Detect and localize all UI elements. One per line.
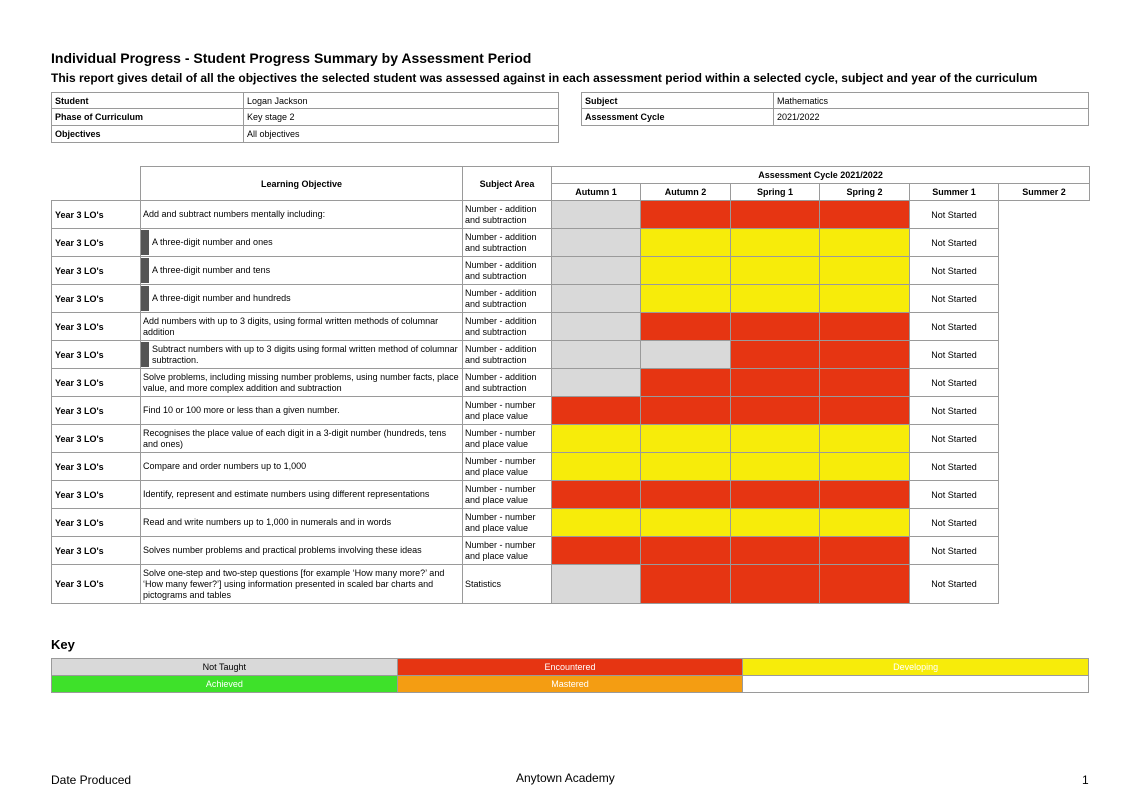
key-empty bbox=[743, 676, 1089, 693]
row-subject-area: Statistics bbox=[463, 565, 552, 604]
progress-table bbox=[51, 166, 1090, 604]
row-year: Year 3 LO's bbox=[52, 397, 141, 425]
table-row bbox=[52, 285, 1090, 313]
row-objective bbox=[141, 397, 463, 425]
table-row bbox=[52, 453, 1090, 481]
status-cell bbox=[641, 201, 731, 229]
status-cell bbox=[820, 201, 910, 229]
status-cell bbox=[641, 425, 731, 453]
summer2-cell bbox=[999, 257, 1090, 285]
row-objective bbox=[141, 509, 463, 537]
objective-text: Subtract numbers with up to 3 digits using formal written method of columnar subtraction. bbox=[152, 343, 458, 365]
summer1-status: Not Started bbox=[910, 257, 999, 285]
info-row-cycle bbox=[581, 109, 1089, 126]
status-cell bbox=[820, 537, 910, 565]
progress-table-body bbox=[52, 201, 1090, 604]
summer2-cell bbox=[999, 285, 1090, 313]
objective-text: Solve one-step and two-step questions [for example ‘How many more?’ and ‘How many fewer?’] using information presented in scaled bar charts and pictograms and tables bbox=[143, 567, 445, 600]
summer1-status: Not Started bbox=[910, 425, 999, 453]
student-info-table bbox=[51, 92, 559, 143]
row-objective bbox=[141, 229, 463, 257]
summer2-cell bbox=[999, 397, 1090, 425]
key-table bbox=[51, 658, 1089, 693]
summer1-status: Not Started bbox=[910, 369, 999, 397]
row-year: Year 3 LO's bbox=[52, 313, 141, 341]
table-row bbox=[52, 201, 1090, 229]
row-year: Year 3 LO's bbox=[52, 509, 141, 537]
status-cell bbox=[731, 509, 820, 537]
summer1-status: Not Started bbox=[910, 481, 999, 509]
objective-text: Solve problems, including missing number problems, using number facts, place value, and more complex addition and subtraction bbox=[143, 371, 459, 393]
table-row bbox=[52, 537, 1090, 565]
summer2-cell bbox=[999, 509, 1090, 537]
status-cell bbox=[552, 453, 641, 481]
row-year: Year 3 LO's bbox=[52, 285, 141, 313]
row-subject-area: Number - number and place value bbox=[463, 425, 552, 453]
summer2-cell bbox=[999, 481, 1090, 509]
info-label: Subject bbox=[581, 92, 774, 109]
summer2-cell bbox=[999, 201, 1090, 229]
row-subject-area: Number - number and place value bbox=[463, 509, 552, 537]
info-label: Student bbox=[51, 92, 244, 109]
status-cell bbox=[641, 285, 731, 313]
status-cell bbox=[731, 425, 820, 453]
report-title: Individual Progress - Student Progress Summary by Assessment Period bbox=[51, 50, 532, 66]
table-row bbox=[52, 509, 1090, 537]
status-cell bbox=[731, 257, 820, 285]
summer1-status: Not Started bbox=[910, 509, 999, 537]
row-year: Year 3 LO's bbox=[52, 229, 141, 257]
status-cell bbox=[820, 341, 910, 369]
row-subject-area: Number - addition and subtraction bbox=[463, 369, 552, 397]
row-subject-area: Number - addition and subtraction bbox=[463, 229, 552, 257]
status-cell bbox=[552, 257, 641, 285]
objective-text: Recognises the place value of each digit in a 3-digit number (hundreds, tens and ones) bbox=[143, 427, 447, 449]
header-period: Autumn 1 bbox=[552, 184, 641, 201]
row-objective bbox=[141, 285, 463, 313]
summer2-cell bbox=[999, 537, 1090, 565]
row-subject-area: Number - number and place value bbox=[463, 397, 552, 425]
header-period: Autumn 2 bbox=[641, 184, 731, 201]
status-cell bbox=[820, 481, 910, 509]
status-cell bbox=[552, 537, 641, 565]
info-value: 2021/2022 bbox=[774, 109, 1089, 126]
status-cell bbox=[552, 369, 641, 397]
objective-text: Solves number problems and practical problems involving these ideas bbox=[143, 545, 422, 555]
status-cell bbox=[552, 397, 641, 425]
info-label: Assessment Cycle bbox=[581, 109, 774, 126]
status-cell bbox=[641, 341, 731, 369]
status-cell bbox=[731, 453, 820, 481]
header-learning-objective: Learning Objective bbox=[141, 167, 463, 201]
summer2-cell bbox=[999, 425, 1090, 453]
summer2-cell bbox=[999, 369, 1090, 397]
status-cell bbox=[731, 229, 820, 257]
table-row bbox=[52, 229, 1090, 257]
summer2-cell bbox=[999, 341, 1090, 369]
summer2-cell bbox=[999, 565, 1090, 604]
info-row-subject bbox=[581, 92, 1089, 109]
objective-text: Identify, represent and estimate numbers using different representations bbox=[143, 489, 430, 499]
footer-school-name: Anytown Academy bbox=[516, 771, 615, 785]
row-year: Year 3 LO's bbox=[52, 369, 141, 397]
summer1-status: Not Started bbox=[910, 397, 999, 425]
row-subject-area: Number - addition and subtraction bbox=[463, 257, 552, 285]
row-year: Year 3 LO's bbox=[52, 453, 141, 481]
key-developing: Developing bbox=[743, 659, 1089, 676]
status-cell bbox=[731, 369, 820, 397]
row-year: Year 3 LO's bbox=[52, 341, 141, 369]
summer2-cell bbox=[999, 453, 1090, 481]
row-objective bbox=[141, 425, 463, 453]
status-cell bbox=[820, 453, 910, 481]
status-cell bbox=[641, 369, 731, 397]
status-cell bbox=[820, 257, 910, 285]
header-assessment-cycle: Assessment Cycle 2021/2022 bbox=[552, 167, 1090, 184]
row-year: Year 3 LO's bbox=[52, 481, 141, 509]
status-cell bbox=[552, 201, 641, 229]
row-objective bbox=[141, 537, 463, 565]
table-row bbox=[52, 397, 1090, 425]
row-year: Year 3 LO's bbox=[52, 201, 141, 229]
status-cell bbox=[820, 313, 910, 341]
row-subject-area: Number - addition and subtraction bbox=[463, 201, 552, 229]
row-objective bbox=[141, 313, 463, 341]
summer1-status: Not Started bbox=[910, 341, 999, 369]
header-period: Summer 1 bbox=[910, 184, 999, 201]
status-cell bbox=[731, 397, 820, 425]
row-objective bbox=[141, 257, 463, 285]
row-objective bbox=[141, 565, 463, 604]
summer1-status: Not Started bbox=[910, 453, 999, 481]
header-period: Spring 2 bbox=[820, 184, 910, 201]
key-encountered: Encountered bbox=[397, 659, 743, 676]
row-subject-area: Number - addition and subtraction bbox=[463, 285, 552, 313]
info-row-phase bbox=[51, 109, 559, 126]
status-cell bbox=[641, 537, 731, 565]
objective-text: Find 10 or 100 more or less than a given number. bbox=[143, 405, 340, 415]
table-header-row bbox=[52, 167, 1090, 184]
status-cell bbox=[731, 565, 820, 604]
row-subject-area: Number - number and place value bbox=[463, 481, 552, 509]
row-year: Year 3 LO's bbox=[52, 425, 141, 453]
summer2-cell bbox=[999, 313, 1090, 341]
status-cell bbox=[552, 229, 641, 257]
indent-marker bbox=[141, 230, 149, 255]
status-cell bbox=[820, 509, 910, 537]
row-subject-area: Number - addition and subtraction bbox=[463, 341, 552, 369]
summer1-status: Not Started bbox=[910, 285, 999, 313]
table-row bbox=[52, 425, 1090, 453]
status-cell bbox=[552, 425, 641, 453]
objective-text: Read and write numbers up to 1,000 in numerals and in words bbox=[143, 517, 392, 527]
table-row bbox=[52, 565, 1090, 604]
info-value: Logan Jackson bbox=[244, 92, 559, 109]
summer1-status: Not Started bbox=[910, 313, 999, 341]
summer1-status: Not Started bbox=[910, 565, 999, 604]
objective-text: Compare and order numbers up to 1,000 bbox=[143, 461, 307, 471]
table-row bbox=[52, 313, 1090, 341]
info-label: Phase of Curriculum bbox=[51, 109, 244, 126]
key-achieved: Achieved bbox=[52, 676, 398, 693]
info-label: Objectives bbox=[51, 126, 244, 143]
row-objective bbox=[141, 481, 463, 509]
header-period: Spring 1 bbox=[731, 184, 820, 201]
summer1-status: Not Started bbox=[910, 201, 999, 229]
status-cell bbox=[820, 425, 910, 453]
table-row bbox=[52, 257, 1090, 285]
row-year: Year 3 LO's bbox=[52, 565, 141, 604]
indent-marker bbox=[141, 286, 149, 311]
status-cell bbox=[731, 341, 820, 369]
row-year: Year 3 LO's bbox=[52, 537, 141, 565]
indent-marker bbox=[141, 342, 149, 367]
indent-marker bbox=[141, 258, 149, 283]
info-row-objectives bbox=[51, 126, 559, 143]
objective-text: A three-digit number and tens bbox=[152, 265, 271, 275]
key-row bbox=[52, 659, 1089, 676]
table-row bbox=[52, 481, 1090, 509]
status-cell bbox=[552, 481, 641, 509]
status-cell bbox=[641, 509, 731, 537]
status-cell bbox=[552, 341, 641, 369]
status-cell bbox=[731, 201, 820, 229]
status-cell bbox=[731, 481, 820, 509]
status-cell bbox=[641, 453, 731, 481]
status-cell bbox=[552, 565, 641, 604]
row-objective bbox=[141, 453, 463, 481]
status-cell bbox=[641, 229, 731, 257]
key-row bbox=[52, 676, 1089, 693]
key-title: Key bbox=[51, 637, 75, 652]
header-subject-area: Subject Area bbox=[463, 167, 552, 201]
status-cell bbox=[820, 285, 910, 313]
status-cell bbox=[641, 565, 731, 604]
footer-page-number: 1 bbox=[1082, 773, 1089, 787]
info-value: All objectives bbox=[244, 126, 559, 143]
table-row bbox=[52, 369, 1090, 397]
info-value: Key stage 2 bbox=[244, 109, 559, 126]
status-cell bbox=[731, 537, 820, 565]
key-mastered: Mastered bbox=[397, 676, 743, 693]
status-cell bbox=[820, 229, 910, 257]
summer1-status: Not Started bbox=[910, 537, 999, 565]
row-subject-area: Number - addition and subtraction bbox=[463, 313, 552, 341]
key-not-taught: Not Taught bbox=[52, 659, 398, 676]
status-cell bbox=[731, 313, 820, 341]
objective-text: Add numbers with up to 3 digits, using formal written methods of columnar addition bbox=[143, 315, 439, 337]
row-year: Year 3 LO's bbox=[52, 257, 141, 285]
summer2-cell bbox=[999, 229, 1090, 257]
status-cell bbox=[820, 369, 910, 397]
subject-info-table bbox=[581, 92, 1089, 126]
status-cell bbox=[552, 285, 641, 313]
header-blank bbox=[52, 167, 141, 201]
row-subject-area: Number - number and place value bbox=[463, 453, 552, 481]
status-cell bbox=[552, 509, 641, 537]
status-cell bbox=[820, 397, 910, 425]
status-cell bbox=[820, 565, 910, 604]
header-period: Summer 2 bbox=[999, 184, 1090, 201]
status-cell bbox=[641, 257, 731, 285]
table-row bbox=[52, 341, 1090, 369]
row-subject-area: Number - number and place value bbox=[463, 537, 552, 565]
objective-text: A three-digit number and hundreds bbox=[152, 293, 291, 303]
status-cell bbox=[552, 313, 641, 341]
status-cell bbox=[641, 313, 731, 341]
footer-date-produced: Date Produced bbox=[51, 773, 132, 787]
summer1-status: Not Started bbox=[910, 229, 999, 257]
status-cell bbox=[641, 481, 731, 509]
report-subtitle: This report gives detail of all the objectives the selected student was assessed against in each assessment period within a selected cycle, subject and year of the curriculum bbox=[51, 71, 1038, 85]
row-objective bbox=[141, 201, 463, 229]
status-cell bbox=[641, 397, 731, 425]
objective-text: A three-digit number and ones bbox=[152, 237, 273, 247]
row-objective bbox=[141, 369, 463, 397]
info-value: Mathematics bbox=[774, 92, 1089, 109]
info-row-student bbox=[51, 92, 559, 109]
row-objective bbox=[141, 341, 463, 369]
objective-text: Add and subtract numbers mentally including: bbox=[143, 209, 326, 219]
status-cell bbox=[731, 285, 820, 313]
